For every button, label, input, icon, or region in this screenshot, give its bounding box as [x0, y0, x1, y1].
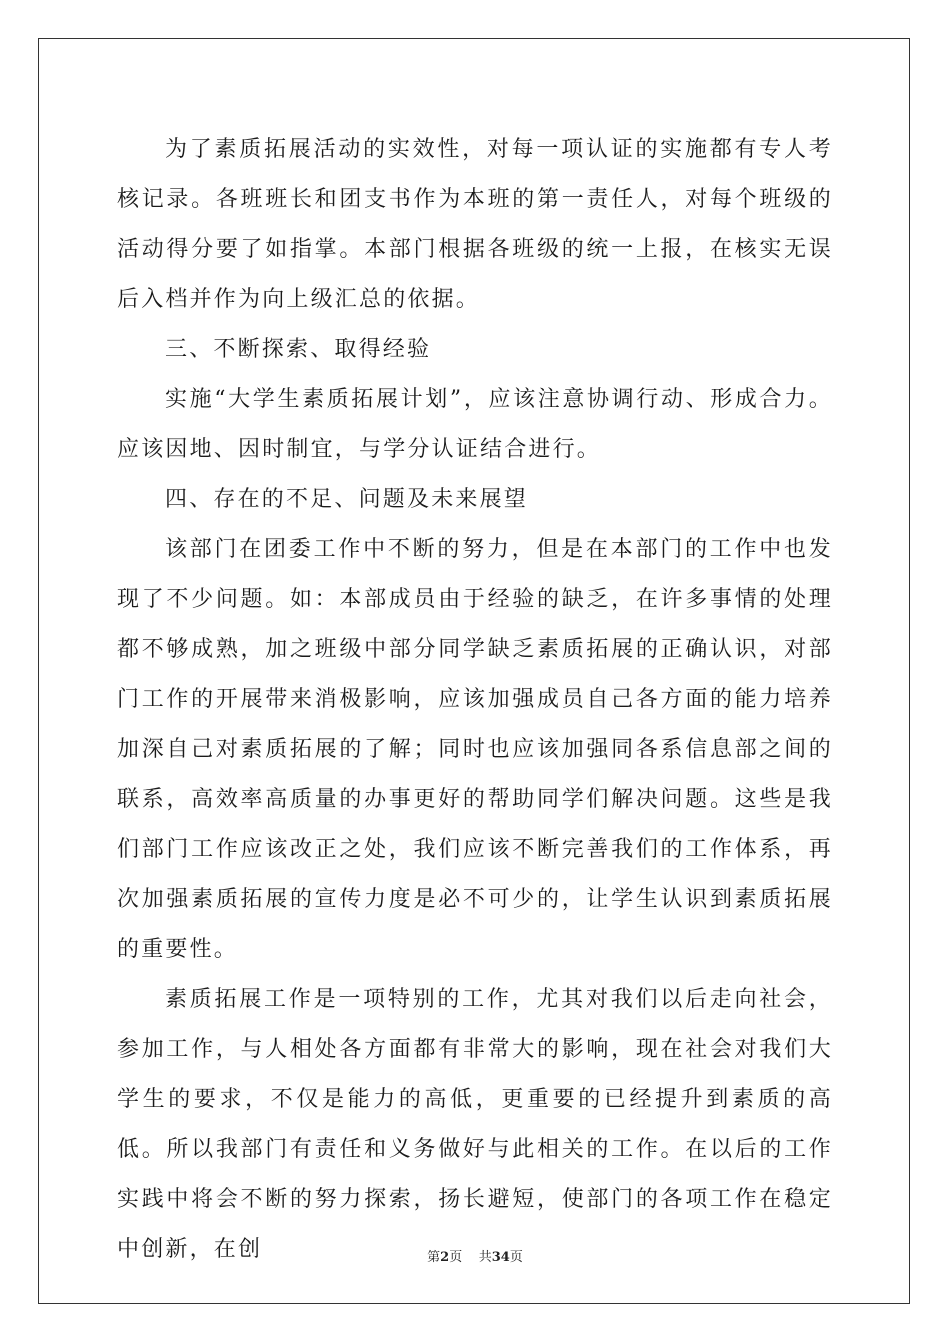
- page-footer: [0, 1246, 950, 1265]
- total-pages: 34: [491, 1250, 510, 1265]
- paragraph-4: 素质拓展工作是一项特别的工作，尤其对我们以后走向社会，参加工作，与人相处各方面都有非常大的影响，现在社会对我们大学生的要求，不仅是能力的高低，更重要的已经提升到素质的高低。所以我部门有责任和义务做好与此相关的工作。在以后的工作实践中将会不断的努力探索，扬长避短，使部门的各项工作在稳定中创新，在创: [117, 987, 833, 1262]
- heading-section-4: 四、存在的不足、问题及未来展望: [165, 487, 529, 512]
- paragraph-3: 该部门在团委工作中不断的努力，但是在本部门的工作中也发现了不少问题。如：本部成员由于经验的缺乏，在许多事情的处理都不够成熟，加之班级中部分同学缺乏素质拓展的正确认识，对部门工作的开展带来消极影响，应该加强成员自己各方面的能力培养加深自己对素质拓展的了解；同时也应该加强同各系信息部之间的联系，高效率高质量的办事更好的帮助同学们解决问题。这些是我们部门工作应该改正之处，我们应该不断完善我们的工作体系，再次加强素质拓展的宣传力度是必不可少的，让学生认识到素质拓展的重要性。: [117, 537, 833, 962]
- paragraph-1: 为了素质拓展活动的实效性，对每一项认证的实施都有专人考核记录。各班班长和团支书作为本班的第一责任人，对每个班级的活动得分要了如指掌。本部门根据各班级的统一上报，在核实无误后入档并作为向上级汇总的依据。: [117, 137, 833, 312]
- page-suffix: 页: [449, 1250, 463, 1265]
- document-body: [117, 125, 833, 1275]
- heading-section-3: 三、不断探索、取得经验: [165, 337, 432, 362]
- page-number: 2: [440, 1250, 450, 1265]
- total-suffix: 页: [509, 1250, 523, 1265]
- page-prefix: 第: [427, 1250, 441, 1265]
- total-prefix: 共: [478, 1250, 492, 1265]
- paragraph-2: 实施“大学生素质拓展计划”，应该注意协调行动、形成合力。应该因地、因时制宜，与学分认证结合进行。: [117, 387, 833, 462]
